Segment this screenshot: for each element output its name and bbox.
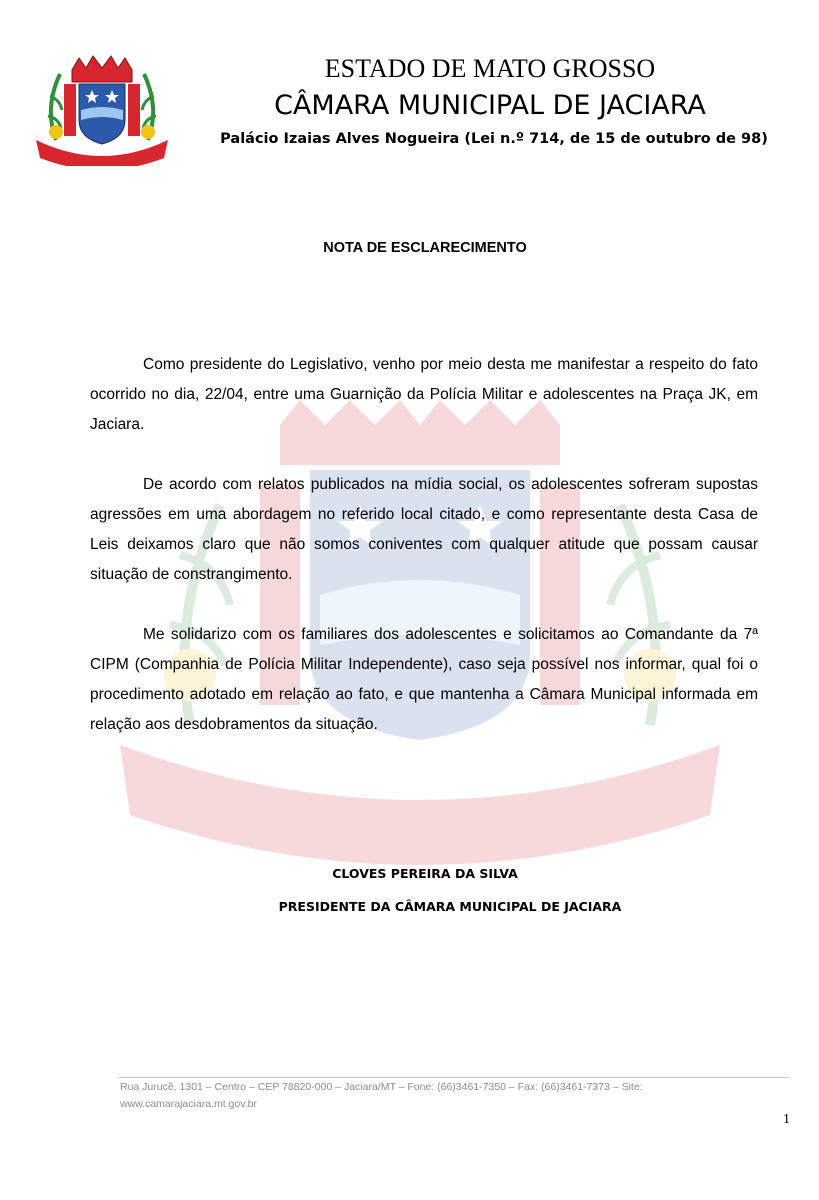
city-crest-icon xyxy=(34,48,170,166)
document-title: NOTA DE ESCLARECIMENTO xyxy=(323,240,527,256)
footer-address: Rua Jurucê, 1301 – Centro – CEP 78820-000 – Jaciara/MT – Fone: (66)3461-7350 – Fax: (66)3461-7373 – Site: www.camarajaciara.mt.gov.br xyxy=(120,1081,643,1110)
paragraph-2: De acordo com relatos publicados na mídia social, os adolescentes sofreram supostas agressões em uma abordagem no referido local citado, e como representante desta Casa de Leis deixamos claro que não somos coniventes com qualquer atitude que possam causar situação de constrangimento. xyxy=(90,476,758,583)
palace-subtitle: Palácio Izaias Alves Nogueira (Lei n.º 714, de 15 de outubro de 98) xyxy=(220,131,768,147)
page-number: 1 xyxy=(783,1112,790,1127)
signature-name: CLOVES PEREIRA DA SILVA xyxy=(332,866,518,881)
council-name: CÂMARA MUNICIPAL DE JACIARA xyxy=(274,90,706,121)
footer-divider xyxy=(118,1077,790,1078)
paragraph-1: Como presidente do Legislativo, venho por meio desta me manifestar a respeito do fato ocorrido no dia, 22/04, entre uma Guarnição da Polícia Militar e adolescentes na Praça JK, em Jaciara. xyxy=(90,356,758,433)
signature-role: PRESIDENTE DA CÂMARA MUNICIPAL DE JACIARA xyxy=(278,899,622,914)
state-name: ESTADO DE MATO GROSSO xyxy=(324,54,656,83)
paragraph-3: Me solidarizo com os familiares dos adolescentes e solicitamos ao Comandante da 7ª CIPM (Companhia de Polícia Militar Independente), caso seja possível nos informar, qual foi o procedimento adotado em relação ao fato, e que mantenha a Câmara Municipal informada em relação aos desdobramentos da situação. xyxy=(90,626,758,733)
